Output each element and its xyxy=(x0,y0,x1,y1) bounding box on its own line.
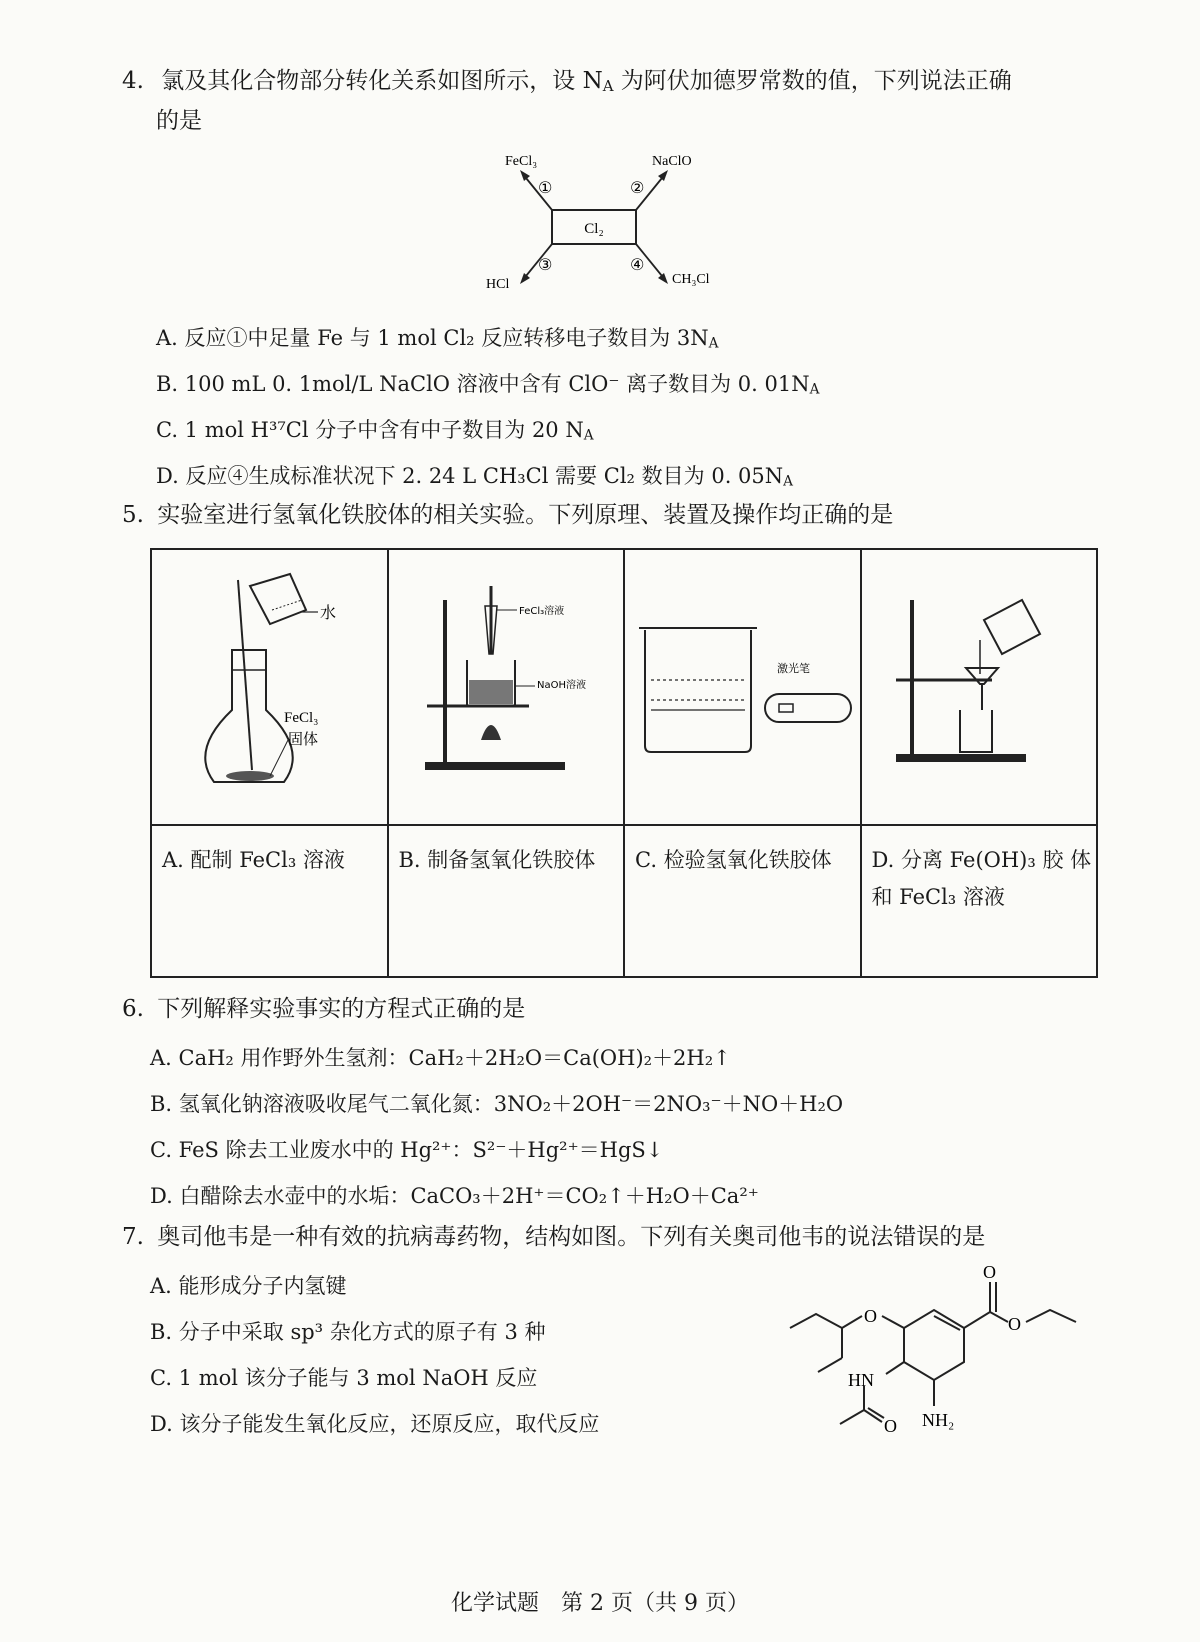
label-fecl3-solid2: 固体 xyxy=(288,730,319,748)
marker-4: ④ xyxy=(630,255,645,274)
q6-stem-text: 下列解释实验事实的方程式正确的是 xyxy=(157,996,526,1022)
atom-o-carbonyl: O xyxy=(983,1262,996,1282)
label-laser-pointer: 激光笔 xyxy=(777,662,810,675)
marker-1: ① xyxy=(538,178,553,197)
q6-option-c: C. FeS 除去工业废水中的 Hg²⁺：S²⁻＋Hg²⁺＝HgS↓ xyxy=(150,1138,664,1162)
q7-number: 7. xyxy=(122,1224,144,1250)
cell-b-figure xyxy=(388,549,625,825)
q6-number: 6. xyxy=(122,996,144,1022)
caption-d: D. 分离 Fe(OH)₃ 胶 体 和 FeCl₃ 溶液 xyxy=(871,848,1092,909)
q5-stem xyxy=(122,504,893,527)
volumetric-flask-figure xyxy=(152,550,388,820)
q5-apparatus-table xyxy=(150,548,1098,978)
q5-stem-text: 实验室进行氢氧化铁胶体的相关实验。下列原理、装置及操作均正确的是 xyxy=(157,502,894,528)
q6-option-a: A. CaH₂ 用作野外生氢剂：CaH₂＋2H₂O＝Ca(OH)₂＋2H₂↑ xyxy=(150,1046,731,1070)
q4-option-b: B. 100 mL 0. 1mol/L NaClO 溶液中含有 ClO⁻ 离子数目为 0. $01N_A$ xyxy=(156,372,820,398)
colloid-preparation-figure xyxy=(389,550,625,820)
product-naclo: NaClO xyxy=(652,154,692,169)
q4-stem xyxy=(122,70,1012,94)
tyndall-test-figure xyxy=(625,550,861,820)
q7-stem-text: 奥司他韦是一种有效的抗病毒药物，结构如图。下列有关奥司他韦的说法错误的是 xyxy=(157,1224,986,1250)
q4-stem-line1-end: 为阿伏加德罗常数的值，下列说法正确 xyxy=(613,68,1012,94)
q6-option-d: D. 白醋除去水壶中的水垢：CaCO₃＋2H⁺＝CO₂↑＋H₂O＋Ca²⁺ xyxy=(150,1184,759,1208)
product-ch3cl: CH₃Cl xyxy=(672,272,710,287)
label-water: 水 xyxy=(320,603,337,622)
cl2-label: Cl₂ xyxy=(584,221,604,237)
atom-o-ether: O xyxy=(864,1306,877,1326)
cell-a-figure xyxy=(151,549,388,825)
marker-2: ② xyxy=(630,178,645,197)
label-naoh-solution: NaOH溶液 xyxy=(536,680,586,691)
q5-number: 5. xyxy=(122,502,144,528)
q4-number: 4. xyxy=(122,68,144,94)
caption-a: A. 配制 FeCl₃ 溶液 xyxy=(162,848,345,872)
atom-o-ester: O xyxy=(1008,1314,1021,1334)
q4-option-a: A. 反应①中足量 Fe 与 1 mol Cl₂ 反应转移电子数目为 $3N_A$ xyxy=(156,326,719,352)
cell-d-figure xyxy=(861,549,1098,825)
q7-option-a: A. 能形成分子内氢键 xyxy=(150,1274,347,1298)
q7-option-d: D. 该分子能发生氧化反应，还原反应，取代反应 xyxy=(150,1412,600,1436)
q6-stem xyxy=(122,998,525,1021)
caption-b: B. 制备氢氧化铁胶体 xyxy=(398,848,596,872)
chlorine-conversion-diagram xyxy=(480,148,740,300)
q7-stem xyxy=(122,1226,985,1249)
marker-3: ③ xyxy=(538,255,553,274)
cell-c-figure xyxy=(624,549,861,825)
page-footer: 化学试题 第 2 页（共 9 页） xyxy=(451,1591,749,1616)
q4-stem-sub: A xyxy=(602,76,614,95)
filtration-figure xyxy=(862,550,1052,820)
q4-option-d: D. 反应④生成标准状况下 2. 24 L CH₃Cl 需要 Cl₂ 数目为 0. $05N_A$ xyxy=(156,464,793,490)
atom-nh2: NH₂ xyxy=(922,1410,955,1430)
q4-stem-line2: 的是 xyxy=(156,108,202,134)
q4-option-c: C. 1 mol H³⁷Cl 分子中含有中子数目为 20 $N_A$ xyxy=(156,418,594,444)
product-hcl: HCl xyxy=(486,277,510,292)
q6-option-b: B. 氢氧化钠溶液吸收尾气二氧化氮：3NO₂＋2OH⁻＝2NO₃⁻＋NO＋H₂O xyxy=(150,1092,844,1116)
atom-hn: HN xyxy=(848,1370,874,1390)
q7-option-b: B. 分子中采取 sp³ 杂化方式的原子有 3 种 xyxy=(150,1320,546,1344)
product-fecl3: FeCl₃ xyxy=(505,154,538,169)
label-fecl3-solid1: FeCl₃ xyxy=(284,710,319,726)
atom-o-amide: O xyxy=(884,1416,897,1436)
q7-option-c: C. 1 mol 该分子能与 3 mol NaOH 反应 xyxy=(150,1366,538,1390)
caption-c: C. 检验氢氧化铁胶体 xyxy=(635,848,832,872)
q4-stem-line1: 氯及其化合物部分转化关系如图所示，设 N xyxy=(161,68,603,94)
oseltamivir-structure xyxy=(780,1262,1100,1442)
label-fecl3-solution: FeCl₃溶液 xyxy=(518,606,564,617)
